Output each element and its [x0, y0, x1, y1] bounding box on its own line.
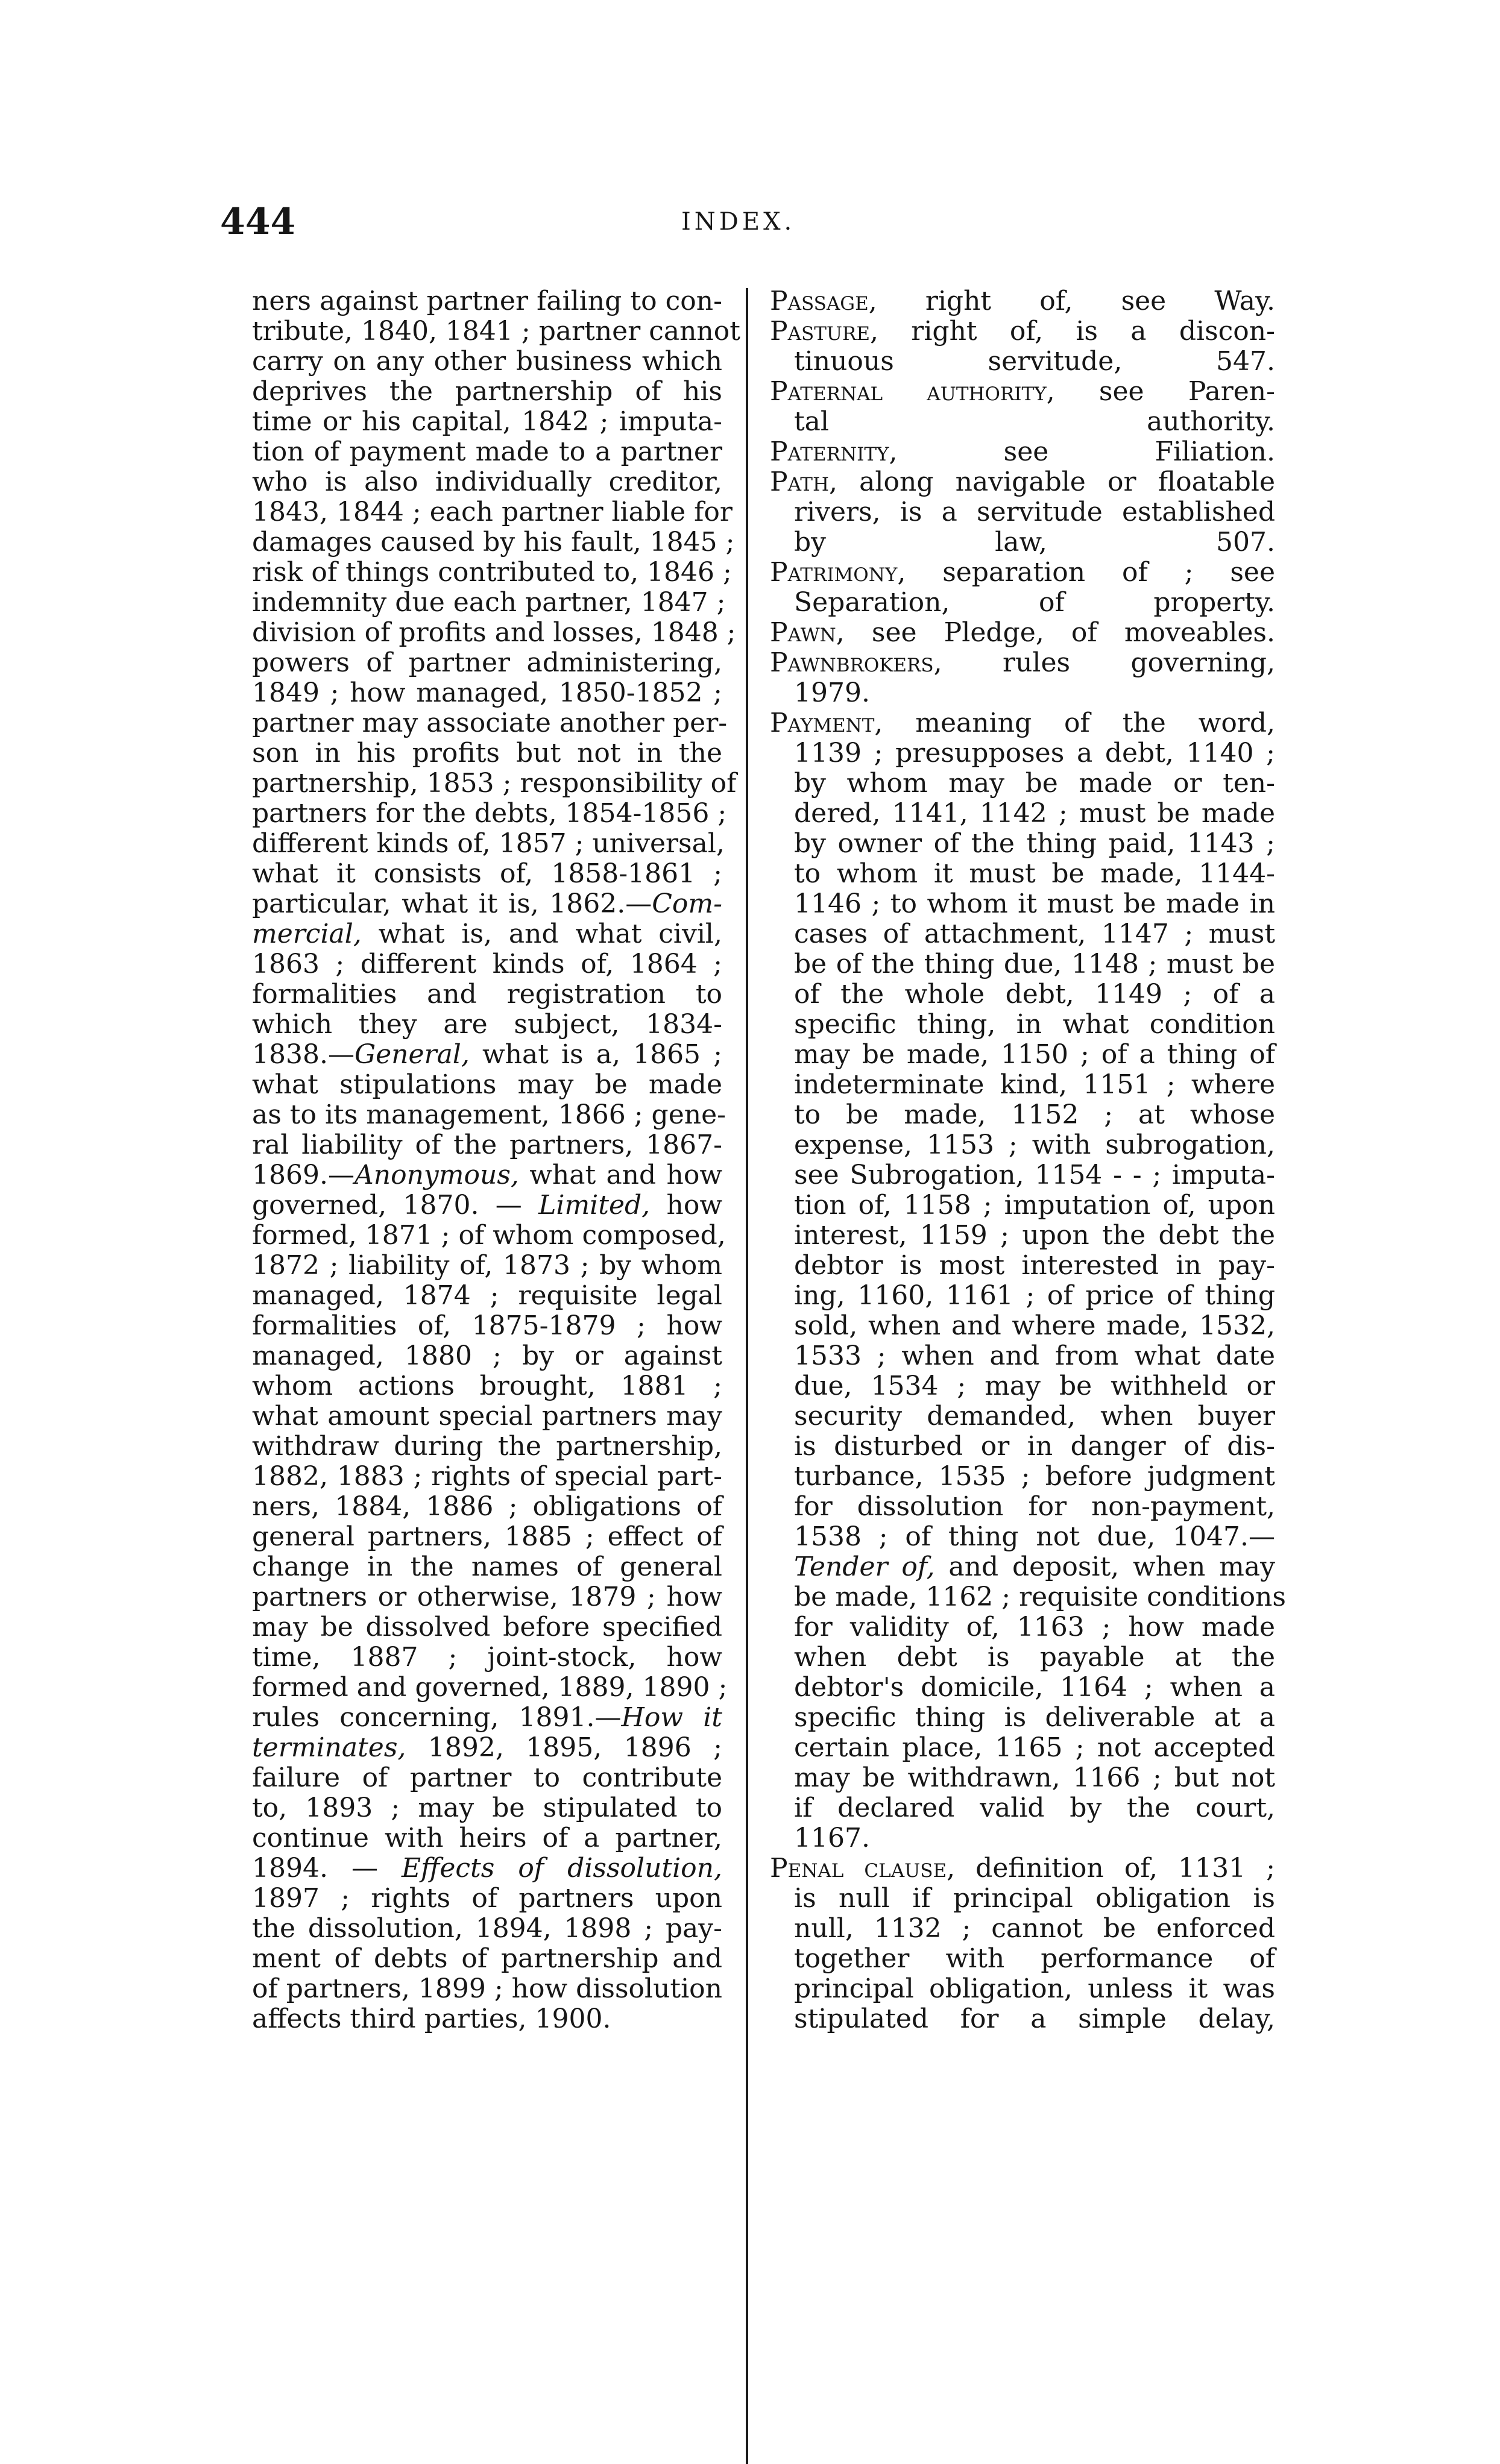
index-line: tion of payment made to a partner [252, 436, 722, 467]
index-text: what is a, 1865 ; [469, 1039, 722, 1070]
index-line: when debt is payable at the [794, 1642, 1275, 1673]
index-line: change in the names of general [252, 1551, 722, 1582]
index-line: time or his capital, 1842 ; imputa- [252, 406, 722, 437]
index-line: what amount special partners may [252, 1401, 722, 1432]
index-line: general partners, 1885 ; effect of [252, 1521, 722, 1552]
index-line: is disturbed or in danger of dis- [794, 1431, 1275, 1462]
index-line [252, 1190, 722, 1221]
headword: Paternal authority [770, 376, 1047, 407]
index-line: of partners, 1899 ; how dissolution [252, 1973, 722, 2004]
index-line: tion of, 1158 ; imputation of, upon [794, 1190, 1275, 1221]
index-line: indeterminate kind, 1151 ; where [794, 1069, 1275, 1100]
index-text: , separation of ; see [897, 557, 1275, 588]
index-line: expense, 1153 ; with subrogation, [794, 1130, 1275, 1160]
index-line: powers of partner administering, [252, 647, 722, 678]
headword: Penal clause [770, 1853, 947, 1884]
index-line: debtor is most interested in pay- [794, 1250, 1275, 1281]
index-line: who is also individually creditor, [252, 467, 722, 497]
index-line: 1872 ; liability of, 1873 ; by whom [252, 1250, 722, 1281]
index-text: how [650, 1190, 722, 1221]
index-line: if declared valid by the court, [794, 1793, 1275, 1823]
index-entry-passage [770, 286, 1275, 316]
index-line: time, 1887 ; joint-stock, how [252, 1642, 722, 1673]
index-text: , right of, is a discon- [870, 316, 1275, 347]
index-italic: Tender of, [794, 1551, 935, 1582]
index-line: 1139 ; presupposes a debt, 1140 ; [794, 738, 1275, 768]
index-text: 1869.— [252, 1160, 355, 1190]
index-entry-paternal-authority [770, 377, 1275, 407]
index-line: ral liability of the partners, 1867- [252, 1130, 722, 1160]
index-line: 1849 ; how managed, 1850-1852 ; [252, 677, 722, 708]
index-line: risk of things contributed to, 1846 ; [252, 557, 732, 588]
index-line [770, 1552, 1275, 1582]
index-line: partners for the debts, 1854-1856 ; [252, 798, 727, 829]
index-line: 1863 ; different kinds of, 1864 ; [252, 949, 722, 979]
index-line: the dissolution, 1894, 1898 ; pay- [252, 1913, 722, 1944]
index-italic: Limited, [538, 1190, 651, 1221]
headword: Patrimony [770, 557, 898, 588]
index-line: interest, 1159 ; upon the debt the [794, 1220, 1275, 1251]
index-entry-pawn [770, 618, 1275, 648]
index-entry-payment [770, 708, 1275, 738]
left-column [252, 286, 740, 2034]
index-line: by whom may be made or ten- [794, 768, 1275, 799]
index-line: failure of partner to contribute [252, 1762, 722, 1793]
index-line: 1882, 1883 ; rights of special part- [252, 1461, 722, 1492]
index-text: , along navigable or floatable [829, 467, 1275, 497]
index-line: partners or otherwise, 1879 ; how [252, 1582, 722, 1612]
index-line: turbance, 1535 ; before judgment [794, 1461, 1275, 1492]
index-line: certain place, 1165 ; not accepted [794, 1732, 1275, 1763]
index-line: 1533 ; when and from what date [794, 1340, 1275, 1371]
index-line [252, 889, 722, 919]
index-entry-patrimony [770, 558, 1275, 588]
index-text: , definition of, 1131 ; [947, 1853, 1275, 1884]
index-entry-paternity [770, 437, 1275, 467]
index-text: what and how [518, 1160, 722, 1190]
index-line: ners, 1884, 1886 ; obligations of [252, 1491, 722, 1522]
index-line: may be made, 1150 ; of a thing of [794, 1039, 1275, 1070]
headword: Path [770, 467, 830, 497]
index-line: tal authority. [794, 406, 1275, 437]
index-line: tribute, 1840, 1841 ; partner cannot [252, 316, 740, 347]
index-line: formalities and registration to [252, 979, 722, 1010]
index-line: 1897 ; rights of partners upon [252, 1883, 722, 1914]
index-line: formed, 1871 ; of whom composed, [252, 1220, 726, 1251]
index-entry-pasture [770, 316, 1275, 347]
index-line [252, 1703, 722, 1733]
index-line: 1843, 1844 ; each partner liable for [252, 497, 733, 527]
index-line: be made, 1162 ; requisite conditions [794, 1582, 1286, 1612]
index-line: managed, 1874 ; requisite legal [252, 1280, 722, 1311]
index-line: partner may associate another per- [252, 708, 728, 738]
index-line: 1167. [794, 1823, 870, 1853]
index-line: partnership, 1853 ; responsibility of [252, 768, 737, 799]
headword: Pasture [770, 316, 871, 347]
index-line: principal obligation, unless it was [794, 1973, 1275, 2004]
index-line [252, 1040, 722, 1070]
index-line: 1538 ; of thing not due, 1047.— [794, 1521, 1275, 1552]
index-line: withdraw during the partnership, [252, 1431, 722, 1462]
index-line: stipulated for a simple delay, [794, 2004, 1275, 2034]
index-line: Separation, of property. [794, 587, 1275, 618]
index-line: together with performance of [794, 1943, 1275, 1974]
index-text: , right of, see Way. [868, 286, 1275, 316]
index-line: formalities of, 1875-1879 ; how [252, 1310, 722, 1341]
index-italic: terminates, [252, 1732, 406, 1763]
index-line: formed and governed, 1889, 1890 ; [252, 1672, 728, 1703]
index-line: ing, 1160, 1161 ; of price of thing [794, 1280, 1275, 1311]
index-line: as to its management, 1866 ; gene- [252, 1099, 726, 1130]
index-line: affects third parties, 1900. [252, 2004, 611, 2034]
index-text: 1838.— [252, 1039, 355, 1070]
headword: Pawn [770, 617, 836, 648]
index-text: 1892, 1895, 1896 ; [406, 1732, 722, 1763]
index-line: which they are subject, 1834- [252, 1009, 722, 1040]
index-line: damages caused by his fault, 1845 ; [252, 527, 735, 558]
index-italic: General, [354, 1039, 470, 1070]
index-entry-path [770, 467, 1275, 497]
index-line: see Subrogation, 1154 - - ; imputa- [794, 1160, 1275, 1190]
index-entry-pawnbrokers [770, 648, 1275, 678]
index-italic: How it [621, 1702, 722, 1733]
index-line [252, 1733, 722, 1763]
index-line: cases of attachment, 1147 ; must [794, 919, 1275, 949]
index-line: by owner of the thing paid, 1143 ; [794, 828, 1275, 859]
index-text: , see Paren- [1046, 376, 1275, 407]
running-head: INDEX. [681, 208, 796, 236]
index-text: , see Pledge, of moveables. [836, 617, 1275, 648]
index-text: governed, 1870. — [252, 1190, 539, 1221]
index-line: 1979. [794, 677, 870, 708]
index-line: be of the thing due, 1148 ; must be [794, 949, 1275, 979]
index-line: 1146 ; to whom it must be made in [794, 888, 1275, 919]
index-text: 1894. — [252, 1853, 402, 1884]
index-italic: mercial, [252, 919, 362, 949]
index-line: specific thing is deliverable at a [794, 1702, 1275, 1733]
index-line: continue with heirs of a partner, [252, 1823, 722, 1853]
index-line: rivers, is a servitude established [794, 497, 1275, 527]
index-line: what stipulations may be made [252, 1069, 722, 1100]
index-italic: Com- [652, 888, 722, 919]
index-line: tinuous servitude, 547. [794, 346, 1275, 377]
index-text: and deposit, when may [934, 1551, 1275, 1582]
index-line: to, 1893 ; may be stipulated to [252, 1793, 722, 1823]
index-line: is null if principal obligation is [794, 1883, 1275, 1914]
index-line: may be withdrawn, 1166 ; but not [794, 1762, 1275, 1793]
index-text: , meaning of the word, [874, 708, 1275, 738]
index-line: whom actions brought, 1881 ; [252, 1371, 722, 1401]
index-line [252, 1853, 722, 1884]
index-line: to whom it must be made, 1144- [794, 858, 1275, 889]
index-text: particular, what it is, 1862.— [252, 888, 652, 919]
index-line: by law, 507. [794, 527, 1275, 558]
index-italic: Effects of dissolution, [402, 1853, 722, 1884]
index-line: division of profits and losses, 1848 ; [252, 617, 736, 648]
index-line: specific thing, in what condition [794, 1009, 1275, 1040]
index-line: what it consists of, 1858-1861 ; [252, 858, 722, 889]
index-line: ment of debts of partnership and [252, 1943, 722, 1974]
index-line: for dissolution for non-payment, [794, 1491, 1275, 1522]
index-line: deprives the partnership of his [252, 376, 722, 407]
index-line [252, 919, 722, 949]
index-line: security demanded, when buyer [794, 1401, 1275, 1432]
headword: Pawnbrokers [770, 647, 934, 678]
index-italic: Anonymous, [354, 1160, 519, 1190]
right-column [770, 286, 1286, 2034]
index-text: what is, and what civil, [361, 919, 722, 949]
index-line: dered, 1141, 1142 ; must be made [794, 798, 1275, 829]
index-line: son in his profits but not in the [252, 738, 722, 768]
headword: Passage [770, 286, 869, 316]
headword: Payment [770, 708, 875, 738]
index-line [252, 1160, 722, 1190]
page-number: 444 [220, 201, 296, 243]
index-text: rules concerning, 1891.— [252, 1702, 622, 1733]
index-line: of the whole debt, 1149 ; of a [794, 979, 1275, 1010]
index-line: due, 1534 ; may be withheld or [794, 1371, 1275, 1401]
index-line: sold, when and where made, 1532, [794, 1310, 1275, 1341]
index-line: managed, 1880 ; by or against [252, 1340, 722, 1371]
index-line: null, 1132 ; cannot be enforced [794, 1913, 1275, 1944]
index-text: , see Filiation. [889, 436, 1275, 467]
index-line: different kinds of, 1857 ; universal, [252, 828, 725, 859]
index-line: may be dissolved before specified [252, 1612, 722, 1642]
index-line: ners against partner failing to con- [252, 286, 722, 316]
column-divider [746, 288, 748, 2464]
index-text: , rules governing, [933, 647, 1275, 678]
index-line: debtor's domicile, 1164 ; when a [794, 1672, 1275, 1703]
index-line: to be made, 1152 ; at whose [794, 1099, 1275, 1130]
headword: Paternity [770, 436, 889, 467]
index-entry-penal-clause [770, 1853, 1275, 1884]
index-line: carry on any other business which [252, 346, 722, 377]
index-line: indemnity due each partner, 1847 ; [252, 587, 726, 618]
index-line: for validity of, 1163 ; how made [794, 1612, 1275, 1642]
